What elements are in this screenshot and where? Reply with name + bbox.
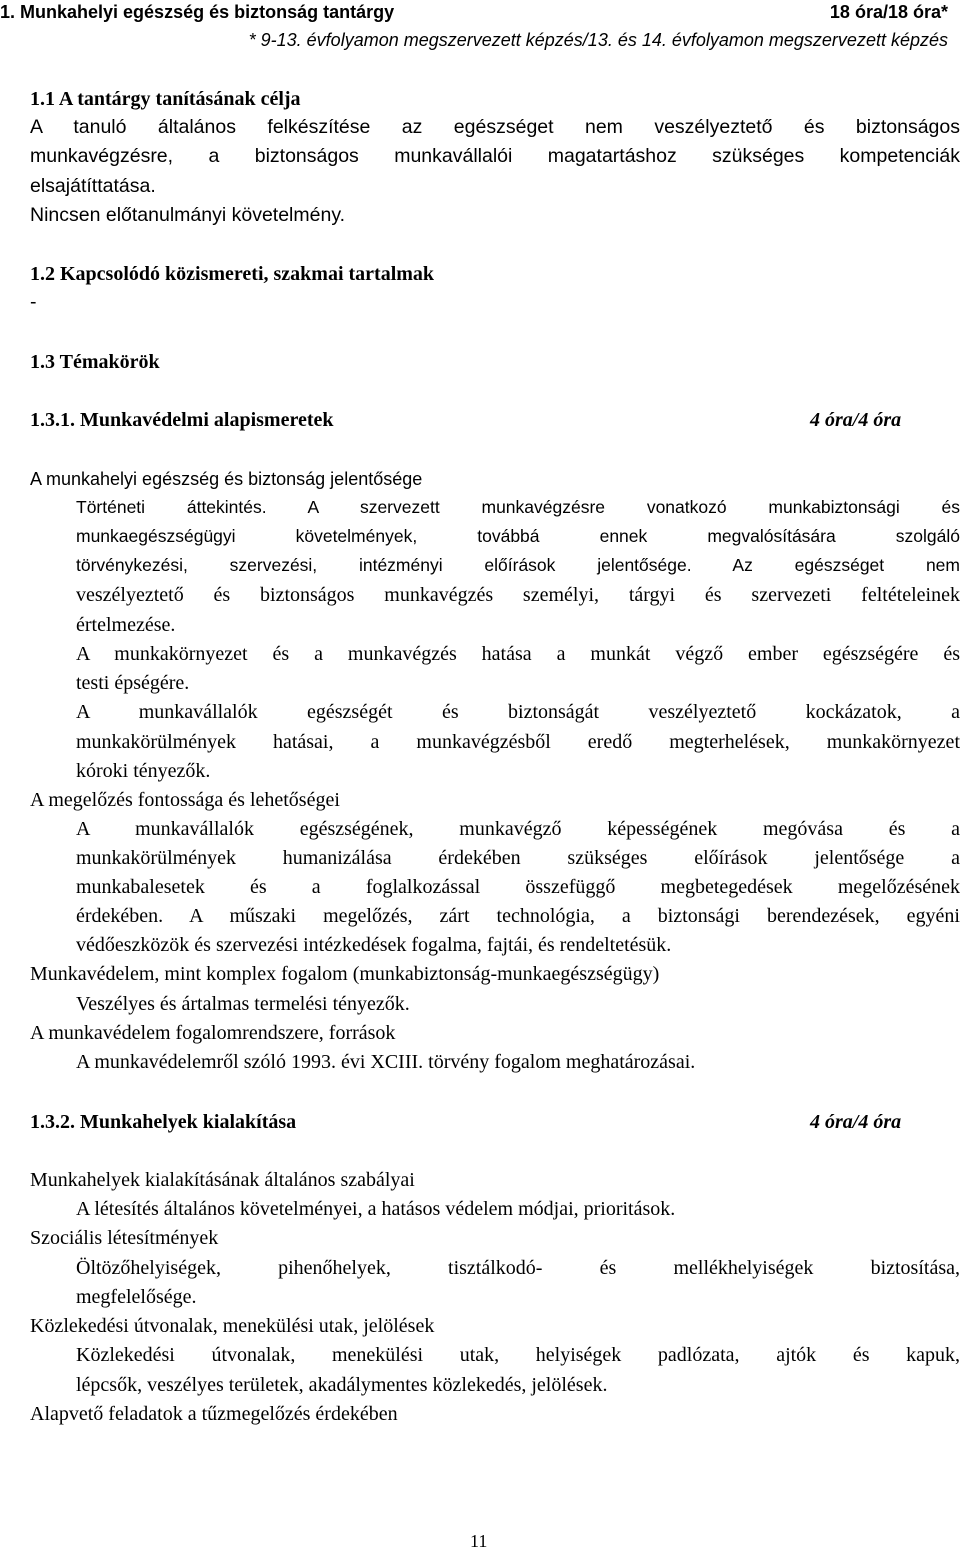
section-1-1-heading: 1.1 A tantárgy tanításának célja [30, 88, 301, 110]
t132-sub-3-line-1: Közlekedési útvonalak, menekülési utak, helyiségek padlózata, ajtók és kapuk, [76, 1344, 960, 1366]
topic-1-3-2-sub-2: Szociális létesítmények [30, 1227, 219, 1249]
sub-1-line-2: munkaegészségügyi követelmények, továbbá ennek megvalósítására szolgáló [76, 526, 960, 546]
section-1-2-heading: 1.2 Kapcsolódó közismereti, szakmai tartalmak [30, 263, 435, 285]
sub-1-line-10: kóroki tényezők. [76, 760, 211, 782]
goal-line-3: elsajátíttatása. [30, 175, 156, 197]
t132-sub-3-line-2: lépcsők, veszélyes területek, akadálymentes közlekedés, jelölések. [76, 1374, 608, 1396]
goal-line-1: A tanuló általános felkészítése az egészséget nem veszélyeztető és biztonságos [30, 116, 960, 138]
section-1-3-heading: 1.3 Témakörök [30, 351, 160, 373]
sub-1-line-7: testi épségére. [76, 672, 190, 694]
topic-1-3-1-sub-2: A megelőzés fontossága és lehetőségei [30, 789, 340, 811]
section-1-2-content: - [30, 291, 37, 313]
sub-2-line-5: védőeszközök és szervezési intézkedések fogalma, fajtái, és rendeltetésük. [76, 934, 672, 956]
sub-1-line-5: értelmezése. [76, 614, 176, 636]
topic-1-3-1-heading: 1.3.1. Munkavédelmi alapismeretek [30, 409, 334, 431]
topic-1-3-1-sub-4: A munkavédelem fogalomrendszere, források [30, 1022, 396, 1044]
topic-1-3-2-heading: 1.3.2. Munkahelyek kialakítása [30, 1111, 297, 1133]
sub-4-line-1: A munkavédelemről szóló 1993. évi XCIII. törvény fogalom meghatározásai. [76, 1051, 696, 1073]
sub-1-line-3: törvénykezési, szervezési, intézményi előírások jelentősége. Az egészséget nem [76, 555, 960, 575]
t132-sub-1-line-1: A létesítés általános követelményei, a hatásos védelem módjai, prioritások. [76, 1198, 676, 1220]
sub-2-line-2: munkakörülmények humanizálása érdekében szükséges előírások jelentősége a [76, 847, 960, 869]
topic-1-3-2-sub-4: Alapvető feladatok a tűzmegelőzés érdekében [30, 1403, 398, 1425]
sub-1-line-8: A munkavállalók egészségét és biztonságát veszélyeztető kockázatok, a [76, 701, 960, 723]
subject-title: 1. Munkahelyi egészség és biztonság tantárgy [0, 2, 395, 22]
sub-1-line-9: munkakörülmények hatásai, a munkavégzésből eredő megterhelések, munkakörnyezet [76, 731, 960, 753]
topic-1-3-2-hours: 4 óra/4 óra [810, 1111, 902, 1133]
topic-1-3-2-sub-3: Közlekedési útvonalak, menekülési utak, jelölések [30, 1315, 435, 1337]
sub-3-line-1: Veszélyes és ártalmas termelési tényezők. [76, 993, 410, 1015]
topic-1-3-1-sub-1: A munkahelyi egészség és biztonság jelentősége [30, 469, 423, 489]
hours-footnote: * 9-13. évfolyamon megszervezett képzés/13. és 14. évfolyamon megszervezett képzés [248, 30, 948, 50]
topic-1-3-1-hours: 4 óra/4 óra [810, 409, 902, 431]
t132-sub-2-line-2: megfelelősége. [76, 1286, 197, 1308]
sub-1-line-1: Történeti áttekintés. A szervezett munkavégzésre vonatkozó munkabiztonsági és [76, 497, 960, 517]
topic-1-3-2-sub-1: Munkahelyek kialakításának általános szabályai [30, 1169, 415, 1191]
prerequisite-text: Nincsen előtanulmányi követelmény. [30, 204, 346, 226]
goal-line-2: munkavégzésre, a biztonságos munkavállalói magatartáshoz szükséges kompetenciák [30, 145, 960, 167]
topic-1-3-1-sub-3: Munkavédelem, mint komplex fogalom (munkabiztonság-munkaegészségügy) [30, 963, 660, 985]
sub-2-line-1: A munkavállalók egészségének, munkavégző képességének megóvása és a [76, 818, 960, 840]
sub-1-line-4: veszélyeztető és biztonságos munkavégzés személyi, tárgyi és szervezeti feltételeinek [76, 584, 960, 606]
sub-1-line-6: A munkakörnyezet és a munkavégzés hatása a munkát végző ember egészségére és [76, 643, 960, 665]
sub-2-line-3: munkabalesetek és a foglalkozással összefüggő megbetegedések megelőzésének [76, 876, 960, 898]
subject-hours: 18 óra/18 óra* [829, 2, 948, 22]
page-number: 11 [470, 1531, 488, 1551]
sub-2-line-4: érdekében. A műszaki megelőzés, zárt technológia, a biztonsági berendezések, egyéni [76, 905, 960, 927]
t132-sub-2-line-1: Öltözőhelyiségek, pihenőhelyek, tisztálkodó- és mellékhelyiségek biztosítása, [76, 1257, 960, 1279]
